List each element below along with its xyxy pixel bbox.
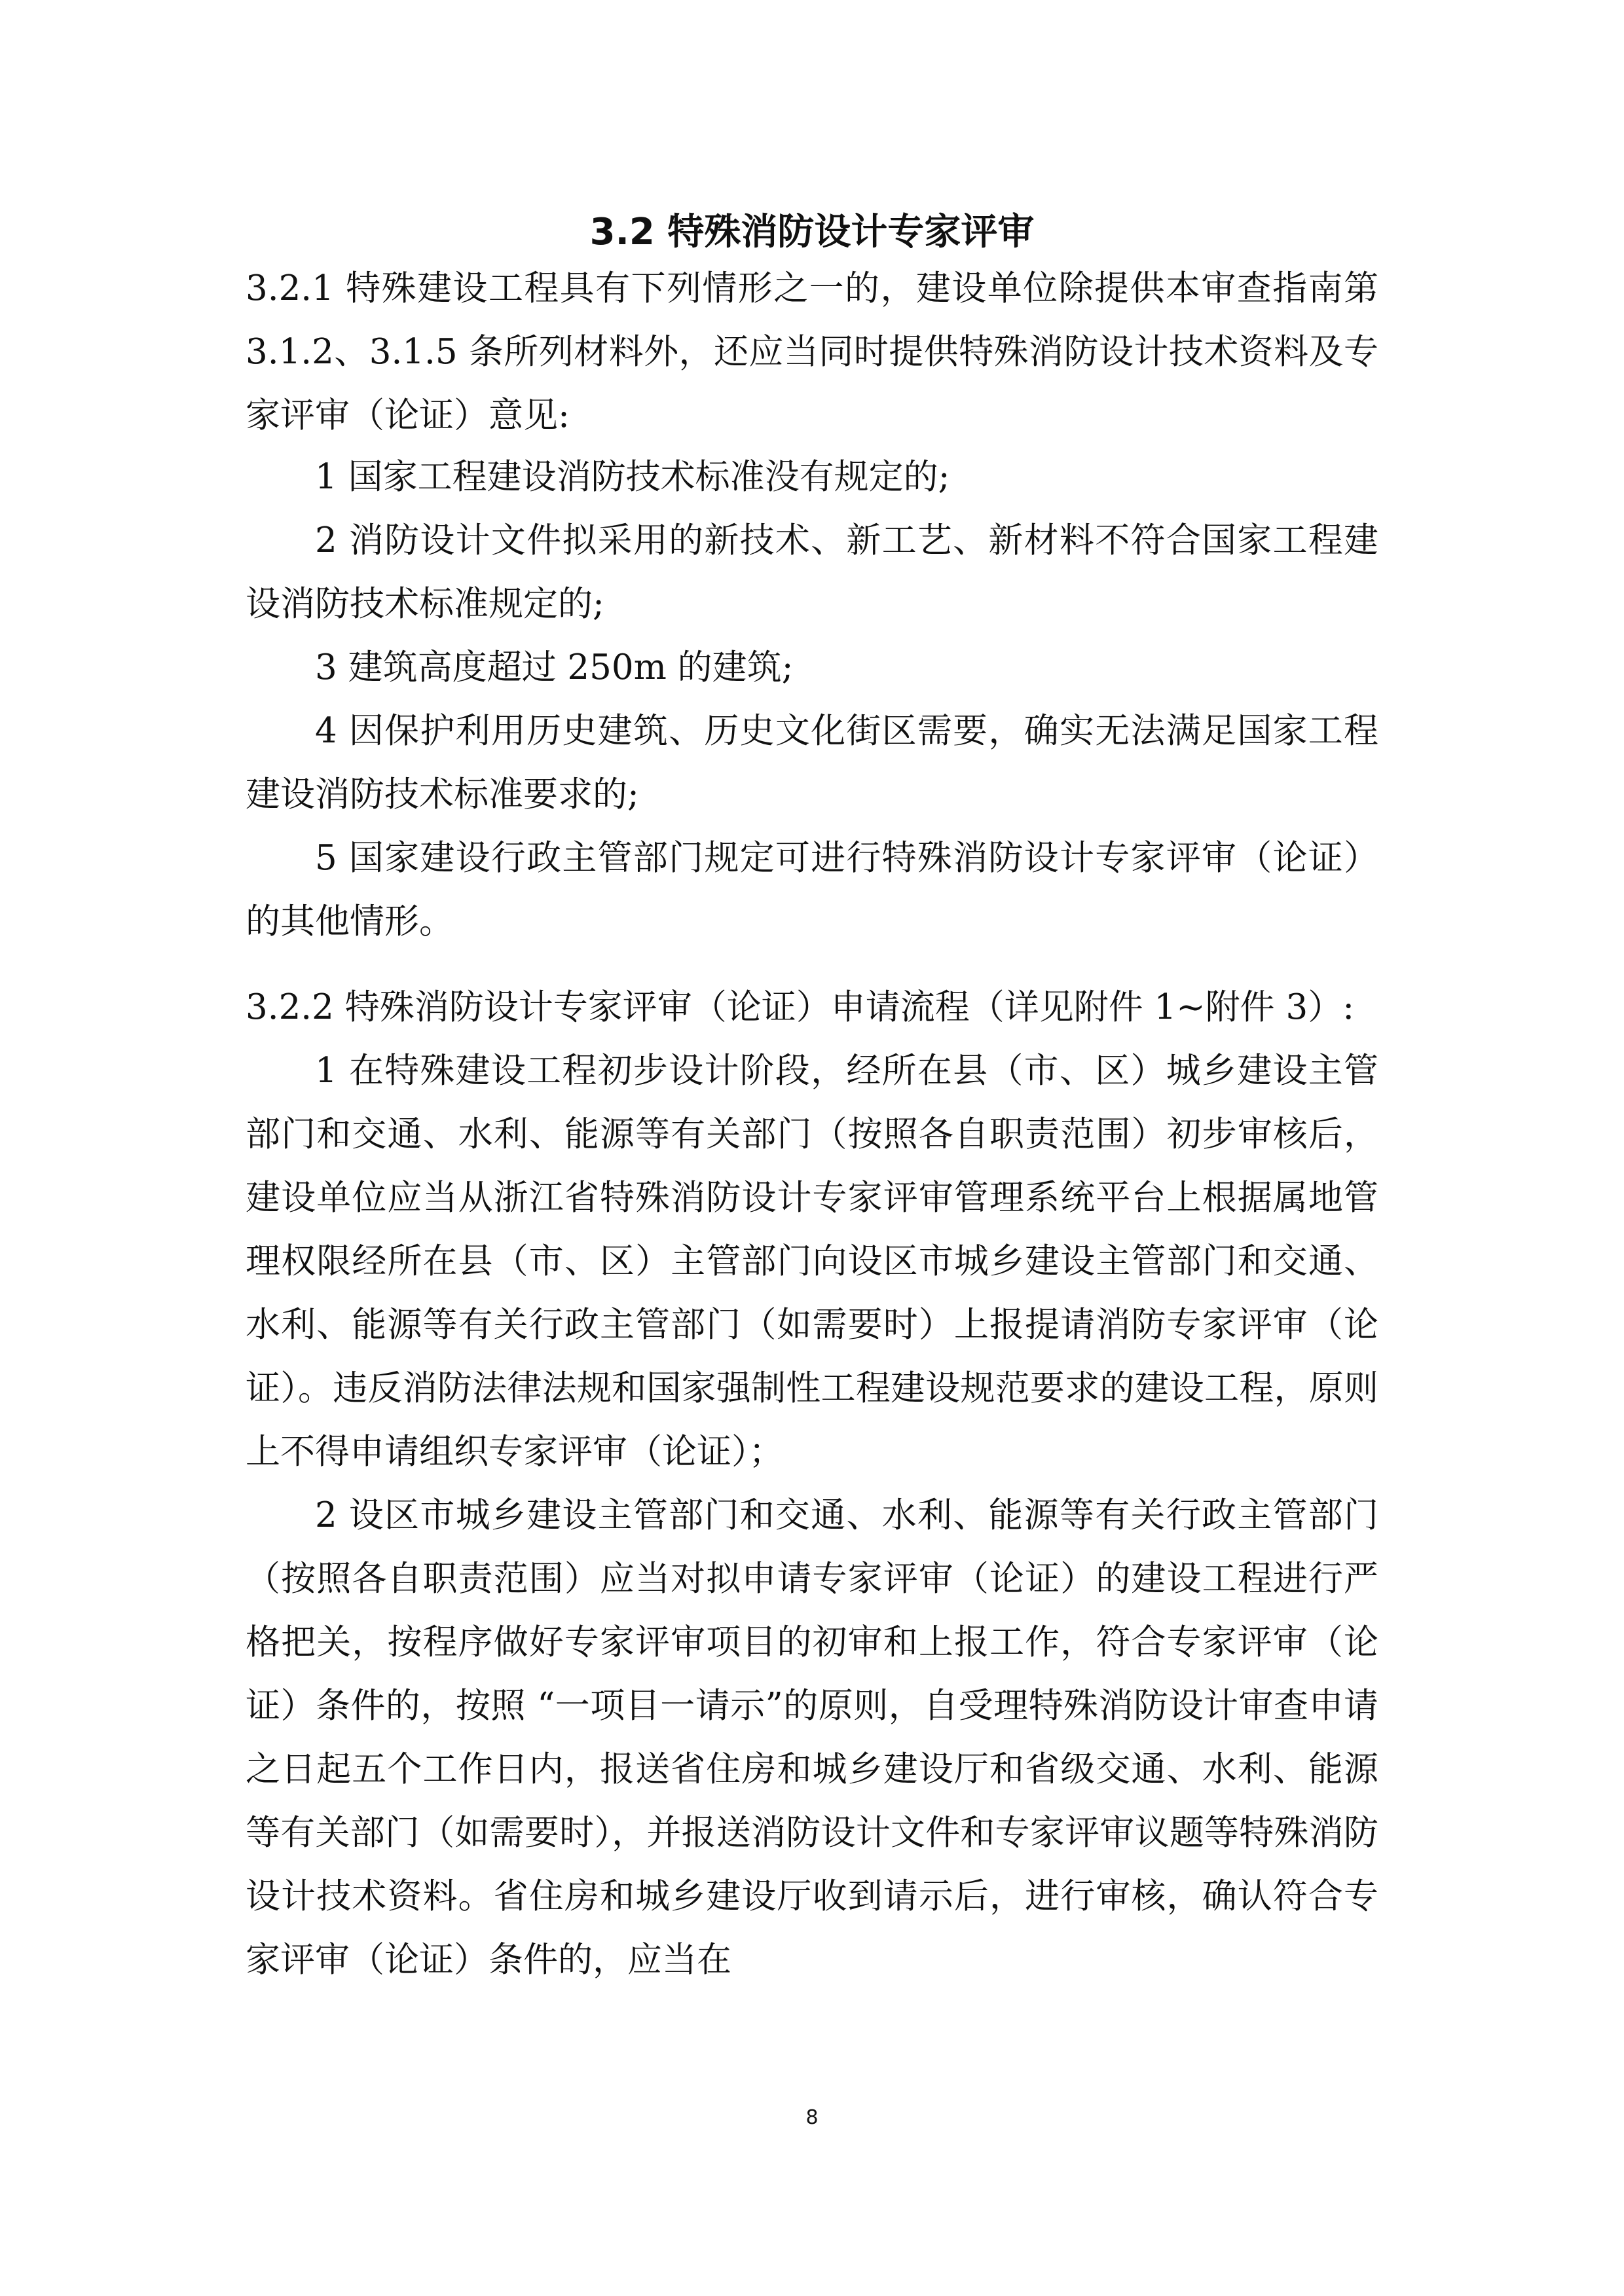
clause-3-2-2-intro: 3.2.2 特殊消防设计专家评审（论证）申请流程（详见附件 1~附件 3）: [246, 987, 1355, 1027]
clause-3-2-2-item-2: 2 设区市城乡建设主管部门和交通、水利、能源等有关行政主管部门（按照各自职责范围）应当对拟申请专家评审（论证）的建设工程进行严格把关，按程序做好专家评审项目的初审和上报工作，符合专家评审（论证）条件的，按照 “一项目一请示”的原则，自受理特殊消防设计审查申请之日起五个工作日内，报送省住房和城乡建设厅和省级交通、水利、能源等有关部门（如需要时），并报送消防设计文件和专家评审议题等特殊消防设计技术资料。省住房和城乡建设厅收到请示后，进行审核，确认符合专家评审（论证）条件的，应当在 [246, 1495, 1378, 1980]
clause-3-2-1-item-2: 2 消防设计文件拟采用的新技术、新工艺、新材料不符合国家工程建设消防技术标准规定的; [246, 520, 1378, 624]
clause-3-2-1-item-4: 4 因保护利用历史建筑、历史文化街区需要，确实无法满足国家工程建设消防技术标准要求的; [246, 711, 1378, 814]
section-title: 3.2 特殊消防设计专家评审 [589, 211, 1035, 253]
clause-3-2-1-item-3: 3 建筑高度超过 250m 的建筑; [315, 647, 794, 687]
page-number: 8 [805, 2106, 819, 2129]
clause-3-2-1-item-5: 5 国家建设行政主管部门规定可进行特殊消防设计专家评审（论证）的其他情形。 [246, 838, 1378, 941]
clause-3-2-2-item-1: 1 在特殊建设工程初步设计阶段，经所在县（市、区）城乡建设主管部门和交通、水利、能源等有关部门（按照各自职责范围）初步审核后，建设单位应当从浙江省特殊消防设计专家评审管理系统平台上根据属地管理权限经所在县（市、区）主管部门向设区市城乡建设主管部门和交通、水利、能源等有关行政主管部门（如需要时）上报提请消防专家评审（论证）。违反消防法律法规和国家强制性工程建设规范要求的建设工程，原则上不得申请组织专家评审（论证）； [246, 1051, 1378, 1472]
clause-3-2-1-item-1: 1 国家工程建设消防技术标准没有规定的; [315, 457, 950, 497]
clause-3-2-1-intro: 3.2.1 特殊建设工程具有下列情形之一的，建设单位除提供本审查指南第 3.1.2、3.1.5 条所列材料外，还应当同时提供特殊消防设计技术资料及专家评审（论证）意见: [246, 268, 1378, 435]
